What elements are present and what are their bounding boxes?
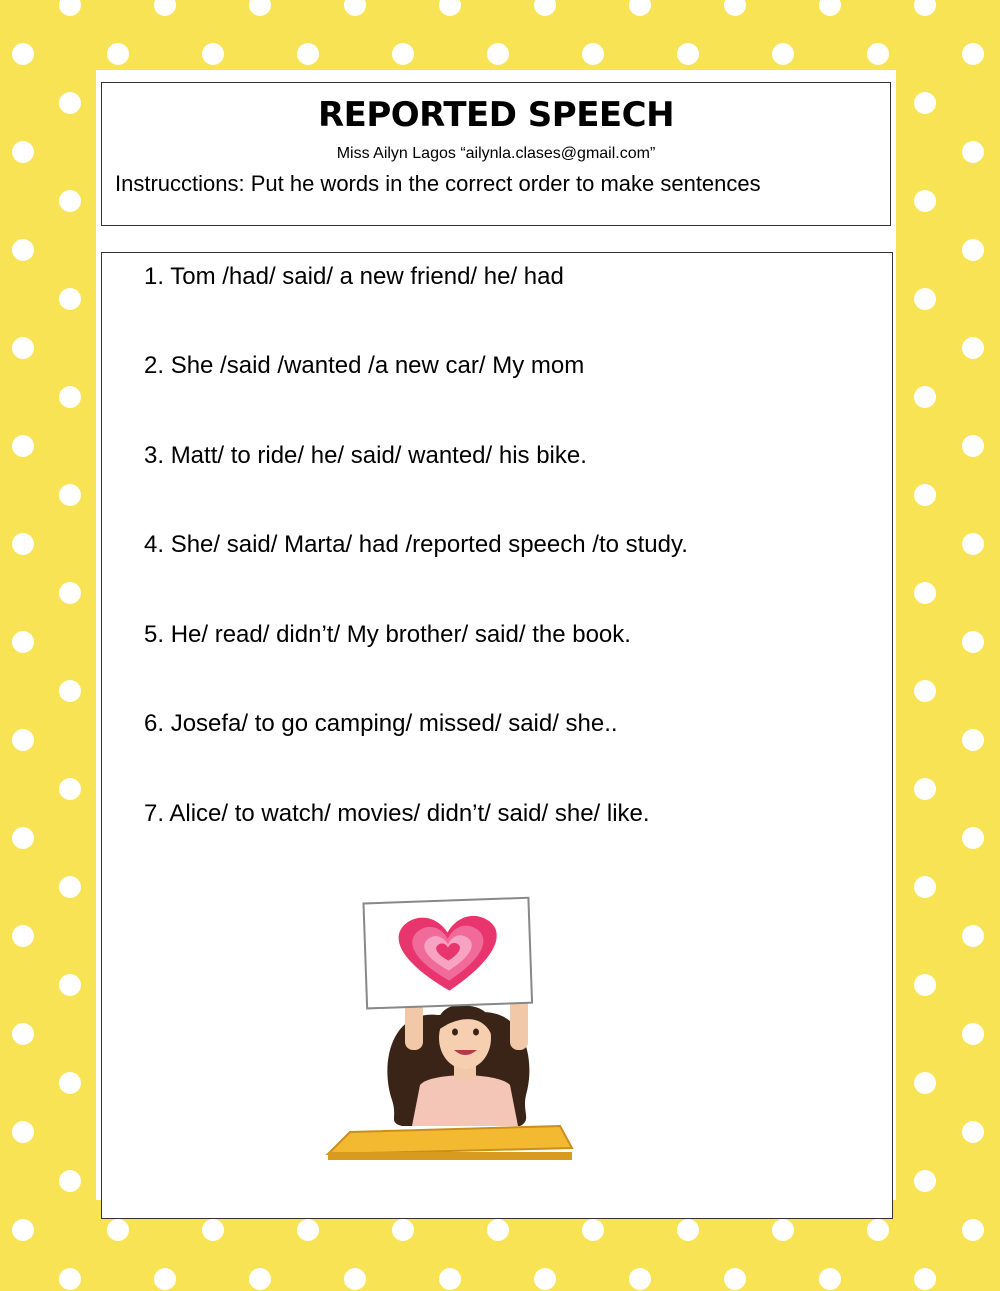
polka-dot: [59, 484, 81, 506]
item-text: Tom /had/ said/ a new friend/ he/ had: [170, 263, 564, 290]
polka-dot: [914, 582, 936, 604]
polka-dot: [677, 43, 699, 65]
polka-dot: [487, 1219, 509, 1241]
polka-dot: [914, 876, 936, 898]
polka-dot: [914, 92, 936, 114]
page-title: REPORTED SPEECH: [317, 95, 675, 135]
instructions-text: Instrucctions: Put he words in the correct order to make sentences: [115, 171, 761, 196]
desk-icon: [328, 1126, 572, 1160]
avatar-holding-heart-sign-icon: [320, 890, 590, 1170]
polka-dot: [914, 778, 936, 800]
polka-dot: [202, 43, 224, 65]
polka-dot: [107, 43, 129, 65]
polka-dot: [629, 1268, 651, 1290]
polka-dot: [582, 43, 604, 65]
polka-dot: [914, 484, 936, 506]
item-number: 2.: [144, 352, 165, 379]
item-text: Matt/ to ride/ he/ said/ wanted/ his bike.: [170, 442, 587, 469]
polka-dot: [962, 925, 984, 947]
polka-dot: [962, 533, 984, 555]
polka-dot: [59, 386, 81, 408]
polka-dot: [914, 1072, 936, 1094]
polka-dot: [59, 92, 81, 114]
item-text: Josefa/ to go camping/ missed/ said/ she..: [170, 710, 618, 737]
polka-dot: [12, 533, 34, 555]
polka-dot: [202, 1219, 224, 1241]
polka-dot: [962, 43, 984, 65]
polka-dot: [154, 1268, 176, 1290]
polka-dot: [107, 1219, 129, 1241]
item-number: 3.: [144, 442, 165, 469]
polka-dot: [59, 778, 81, 800]
item-number: 7.: [144, 800, 165, 827]
polka-dot: [12, 1121, 34, 1143]
polka-dot: [867, 43, 889, 65]
polka-dot: [12, 925, 34, 947]
exercise-item: [144, 800, 650, 828]
polka-dot: [914, 974, 936, 996]
exercise-item: [144, 621, 631, 649]
polka-dot: [582, 1219, 604, 1241]
polka-dot: [297, 1219, 319, 1241]
item-text: He/ read/ didn’t/ My brother/ said/ the book.: [170, 621, 631, 648]
polka-dot: [772, 43, 794, 65]
polka-dot: [12, 1023, 34, 1045]
polka-dot: [12, 435, 34, 457]
polka-dot: [12, 729, 34, 751]
polka-dot: [392, 1219, 414, 1241]
polka-dot: [59, 288, 81, 310]
polka-dot: [249, 1268, 271, 1290]
polka-dot: [534, 1268, 556, 1290]
item-number: 1.: [144, 263, 165, 290]
polka-dot: [59, 1170, 81, 1192]
polka-dot: [59, 876, 81, 898]
polka-dot: [962, 1121, 984, 1143]
item-text: She/ said/ Marta/ had /reported speech /to study.: [170, 531, 688, 558]
header-box: [101, 82, 891, 226]
polka-dot: [59, 1268, 81, 1290]
polka-dot: [962, 239, 984, 261]
polka-dot: [59, 190, 81, 212]
polka-dot: [962, 729, 984, 751]
polka-dot: [914, 1268, 936, 1290]
exercise-item: [144, 531, 688, 559]
polka-dot: [914, 680, 936, 702]
polka-dot: [487, 43, 509, 65]
polka-dot: [12, 827, 34, 849]
polka-dot: [59, 582, 81, 604]
exercise-item: [144, 710, 618, 738]
polka-dot: [914, 288, 936, 310]
polka-dot: [12, 337, 34, 359]
exercise-item: [144, 442, 587, 470]
polka-dot: [677, 1219, 699, 1241]
polka-dot: [59, 974, 81, 996]
item-number: 6.: [144, 710, 165, 737]
exercise-item: [144, 263, 564, 291]
polka-dot: [12, 141, 34, 163]
polka-dot: [297, 43, 319, 65]
polka-dot: [59, 1072, 81, 1094]
polka-dot: [962, 1023, 984, 1045]
item-number: 5.: [144, 621, 165, 648]
polka-dot: [914, 386, 936, 408]
polka-dot: [962, 141, 984, 163]
polka-dot: [819, 1268, 841, 1290]
item-text: She /said /wanted /a new car/ My mom: [170, 352, 585, 379]
polka-dot: [12, 43, 34, 65]
author-line: Miss Ailyn Lagos “ailynla.clases@gmail.com”: [336, 145, 656, 162]
polka-dot: [12, 1219, 34, 1241]
polka-dot: [962, 827, 984, 849]
polka-dot: [12, 239, 34, 261]
polka-dot: [772, 1219, 794, 1241]
polka-dot: [392, 43, 414, 65]
item-number: 4.: [144, 531, 165, 558]
polka-dot: [12, 631, 34, 653]
polka-dot: [962, 435, 984, 457]
polka-dot: [439, 1268, 461, 1290]
polka-dot: [724, 1268, 746, 1290]
exercise-item: [144, 352, 584, 380]
polka-dot: [344, 1268, 366, 1290]
polka-dot: [962, 1219, 984, 1241]
polka-dot: [962, 337, 984, 359]
item-text: Alice/ to watch/ movies/ didn’t/ said/ she/ like.: [169, 800, 650, 827]
polka-dot: [914, 190, 936, 212]
polka-dot: [914, 1170, 936, 1192]
polka-dot: [59, 680, 81, 702]
polka-dot: [867, 1219, 889, 1241]
polka-dot: [962, 631, 984, 653]
